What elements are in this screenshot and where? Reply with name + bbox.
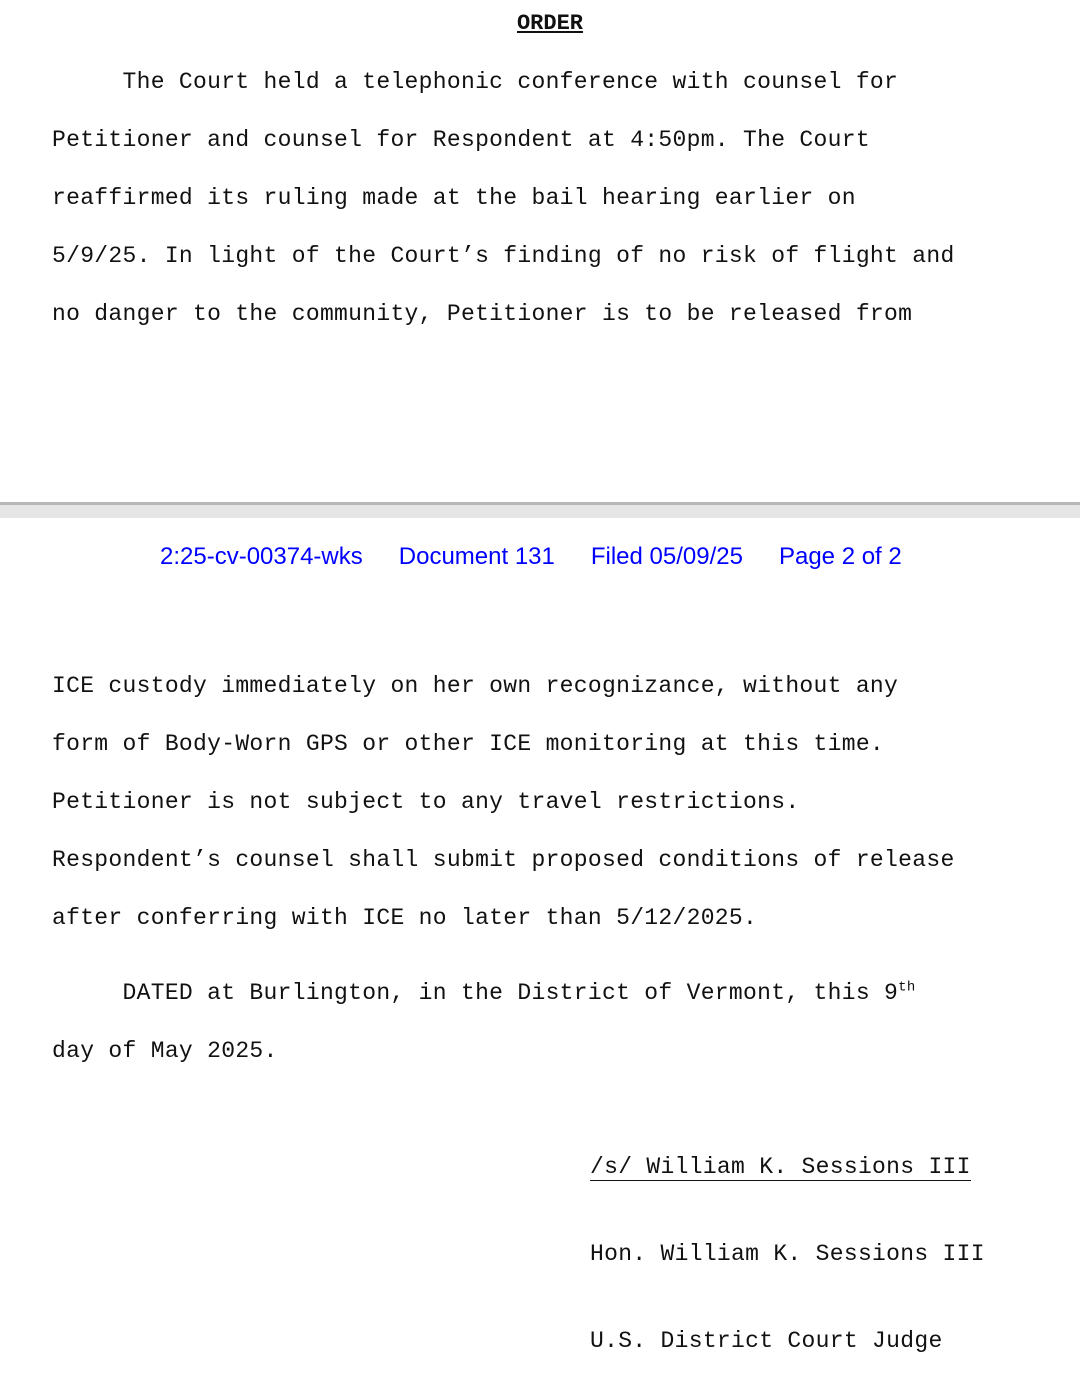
order-title: ORDER: [516, 11, 583, 36]
body-paragraph-line: form of Body-Worn GPS or other ICE monitoring at this time.: [52, 731, 885, 757]
page-break-divider: [0, 502, 1080, 518]
order-paragraph-line: Petitioner and counsel for Respondent at 4:50pm. The Court: [52, 127, 870, 153]
body-paragraph-line: Respondent’s counsel shall submit proposed conditions of release: [52, 847, 955, 873]
body-paragraph-line: Petitioner is not subject to any travel restrictions.: [52, 789, 800, 815]
electronic-signature: /s/ William K. Sessions III: [590, 1154, 971, 1180]
body-paragraph-line: after conferring with ICE no later than 5/12/2025.: [52, 905, 758, 931]
dated-line: [52, 979, 916, 1007]
body-paragraph-line: ICE custody immediately on her own recognizance, without any: [52, 673, 899, 699]
order-paragraph-line: no danger to the community, Petitioner is to be released from: [52, 301, 913, 327]
page-number: Page 2 of 2: [778, 543, 902, 570]
document-number: Document 131: [398, 543, 555, 570]
filed-date: Filed 05/09/25: [590, 543, 743, 570]
signature-block: [590, 1095, 985, 1385]
page-header: [160, 541, 902, 573]
dated-text: DATED at Burlington, in the District of Vermont, this 9: [52, 980, 899, 1006]
dated-line-continued: day of May 2025.: [52, 1038, 278, 1064]
judge-title: U.S. District Court Judge: [590, 1328, 943, 1354]
case-number: 2:25-cv-00374-wks: [160, 543, 363, 570]
dated-superscript: th: [898, 979, 916, 996]
order-paragraph-line: The Court held a telephonic conference with counsel for: [52, 69, 899, 95]
order-paragraph-line: 5/9/25. In light of the Court’s finding of no risk of flight and: [52, 243, 955, 269]
judge-name: Hon. William K. Sessions III: [590, 1241, 985, 1267]
order-paragraph-line: reaffirmed its ruling made at the bail hearing earlier on: [52, 185, 856, 211]
